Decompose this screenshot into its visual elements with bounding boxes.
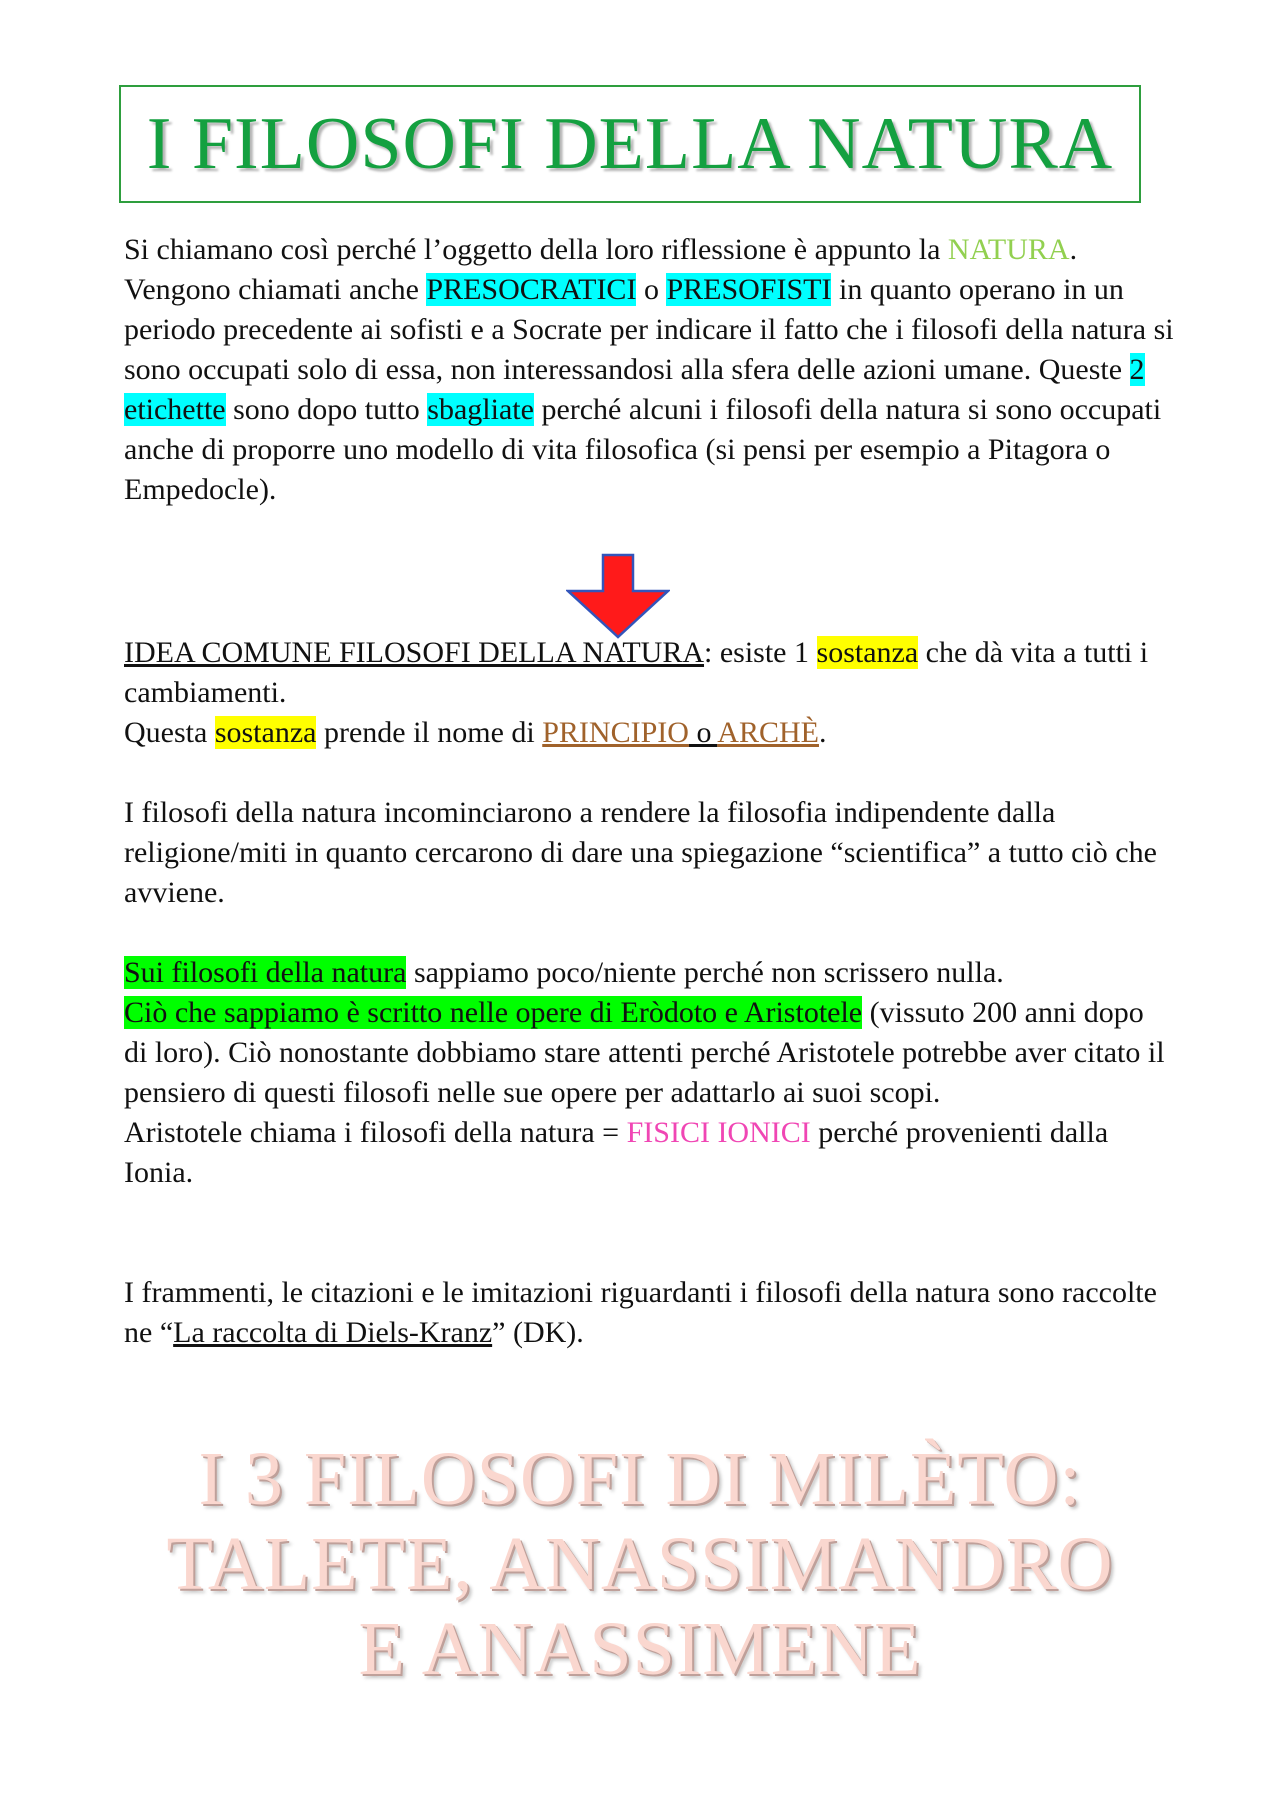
- sostanza-highlight: sostanza: [816, 636, 919, 669]
- text: prende il nome di: [316, 716, 543, 749]
- fisici-ionici-term: FISICI IONICI: [626, 1116, 811, 1149]
- down-arrow-icon: [566, 553, 670, 639]
- text: Si chiamano così perché l’oggetto della loro riflessione è appunto la: [124, 233, 948, 266]
- presofisti-term: PRESOFISTI: [666, 273, 832, 306]
- text: .: [1069, 233, 1078, 266]
- text: perché provenienti dalla Ionia.: [124, 1116, 1109, 1189]
- intro-section: [124, 230, 1174, 510]
- text: che dà vita a tutti i cambiamenti.: [124, 636, 1149, 709]
- text: perché alcuni i filosofi della natura si sono occupati anche di proporre uno modello di vita filosofica (si pensi per esempio a Pitagora o Empedocle).: [124, 393, 1162, 506]
- independence-paragraph: I filosofi della natura incominciarono a rendere la filosofia indipendente dalla religione/miti in quanto cercarono di dare una spiegazione “scientifica” a tutto ciò che avviene.: [124, 796, 1157, 909]
- title-box: [119, 85, 1141, 203]
- etichette-highlight: 2 etichette: [124, 353, 1145, 426]
- sostanza-highlight: sostanza: [214, 716, 317, 749]
- text: sappiamo poco/niente perché non scrissero nulla.: [406, 956, 1004, 989]
- sbagliate-highlight: sbagliate: [427, 393, 534, 426]
- sources-paragraph: [124, 953, 1174, 1193]
- independence-section: [124, 793, 1174, 913]
- text: I frammenti, le citazioni e le imitazioni riguardanti i filosofi della natura sono raccolte ne “: [124, 1276, 1157, 1349]
- text: .: [818, 716, 827, 749]
- diels-kranz-title: La raccolta di Diels-Kranz: [173, 1316, 493, 1349]
- idea-paragraph: [124, 633, 1174, 753]
- section-heading: [0, 1437, 1280, 1692]
- natura-term: NATURA: [947, 233, 1070, 266]
- section-heading-line: I 3 FILOSOFI DI MILÈTO:: [198, 1437, 1082, 1521]
- green-highlight: Ciò che sappiamo è scritto nelle opere di Eròdoto e Aristotele: [124, 996, 863, 1029]
- dk-paragraph: [124, 1273, 1174, 1353]
- text: : esiste 1: [704, 636, 817, 669]
- text: o: [688, 716, 718, 749]
- text: o: [636, 273, 667, 306]
- text: Aristotele chiama i filosofi della natura =: [124, 1116, 627, 1149]
- arche-term: ARCHÈ: [717, 716, 819, 749]
- sources-section: [124, 953, 1174, 1193]
- principio-term: PRINCIPIO: [542, 716, 689, 749]
- idea-label: IDEA COMUNE FILOSOFI DELLA NATURA: [124, 636, 705, 669]
- presocratici-term: PRESOCRATICI: [426, 273, 637, 306]
- section-heading-line: E ANASSIMENE: [358, 1607, 922, 1691]
- text: in quanto operano in un periodo precedente ai sofisti e a Socrate per indicare il fatto che i filosofi della natura si sono occupati solo di essa, non interessandosi alla sfera delle azioni umane. Queste: [124, 273, 1174, 386]
- text: (vissuto 200 anni dopo di loro). Ciò nonostante dobbiamo stare attenti perché Aristotele potrebbe aver citato il pensiero di questi filosofi nelle sue opere per adattarlo ai suoi scopi.: [124, 996, 1165, 1109]
- intro-paragraph: [124, 230, 1174, 510]
- text: ” (DK).: [492, 1316, 584, 1349]
- text: Questa: [124, 716, 215, 749]
- page-title: I FILOSOFI DELLA NATURA: [146, 102, 1114, 185]
- section-heading-line: TALETE, ANASSIMANDRO: [166, 1522, 1114, 1606]
- idea-section: [124, 633, 1174, 753]
- text: Vengono chiamati anche: [124, 273, 427, 306]
- dk-section: [124, 1273, 1174, 1353]
- green-highlight: Sui filosofi della natura: [124, 956, 407, 989]
- text: sono dopo tutto: [225, 393, 428, 426]
